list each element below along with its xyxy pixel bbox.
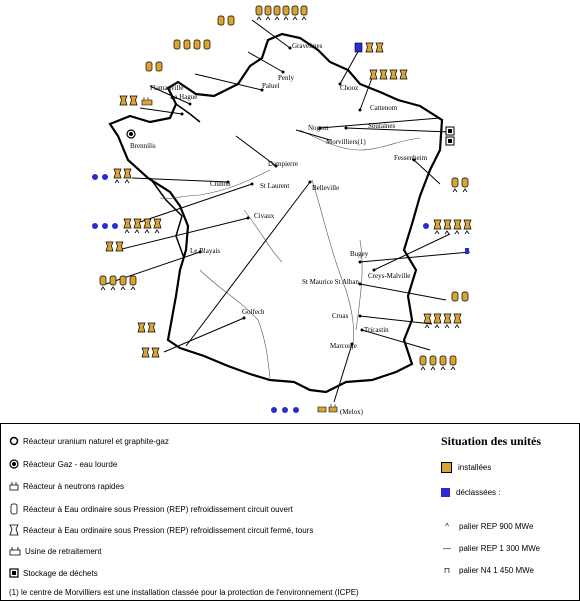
installed-swatch — [441, 462, 452, 473]
reactors-chinon — [92, 169, 131, 183]
city-dampierre: Dampierre — [268, 160, 298, 168]
city-le-blayais: Le Blayais — [190, 247, 221, 255]
legend-item-waste — [9, 568, 98, 578]
city-la-hague: La Hague — [170, 93, 198, 101]
city-soulaines: Soulaines — [368, 122, 396, 130]
city-chooz: Chooz — [340, 84, 359, 92]
bracket-icon: ⊓ — [443, 566, 451, 575]
heavy-water-reactor-icon — [9, 459, 19, 469]
dash-icon: — — [443, 544, 451, 553]
reactors-gravelines — [256, 6, 307, 20]
status-installed — [441, 462, 491, 473]
decommissioned-label: déclassées : — [456, 488, 501, 497]
city-cattenom: Cattenom — [370, 104, 398, 112]
city-flamanville: Flamanville — [150, 84, 184, 92]
installed-label: installées — [458, 463, 492, 472]
reactors-golfech — [138, 323, 155, 332]
legend-label: Réacteur à Eau ordinaire sous Pression (REP) refroidissement circuit ouvert — [23, 504, 293, 514]
reprocessing-plant-icon — [9, 546, 21, 556]
reactors-le-blayais — [100, 276, 136, 290]
reactors-paluel — [174, 40, 210, 49]
reactors-belleville — [142, 348, 159, 357]
city-nogent: Nogent — [308, 124, 329, 132]
city-cruas: Cruas — [332, 312, 349, 320]
reactors-cattenom — [370, 70, 407, 79]
legend-label: Usine de retraitement — [25, 546, 102, 556]
reactors-la-hague — [120, 96, 152, 105]
city-gravelines: Gravelines — [292, 42, 323, 50]
reactors-penly — [218, 16, 234, 25]
caret-icon: ^ — [445, 522, 449, 531]
city-civaux: Civaux — [254, 212, 275, 220]
city-fessenheim: Fessenheim — [394, 154, 428, 162]
city-paluel: Paluel — [262, 82, 280, 90]
reactors-creys-malville — [465, 248, 469, 254]
city-golfech: Golfech — [242, 308, 265, 316]
series-label: palier REP 1 300 MWe — [459, 544, 541, 553]
footnote: (1) le centre de Morvilliers est une installation classée pour la protection de l'environnement (ICPE) — [9, 588, 359, 597]
pwr-open-circuit-icon — [9, 503, 19, 515]
legend-item-pwr-tower — [9, 524, 313, 536]
status-decommissioned — [441, 488, 500, 497]
city-marcoule: Marcoule — [330, 342, 357, 350]
legend-item-reprocessing — [9, 546, 101, 556]
city-brennilis: Brennilis — [130, 142, 156, 150]
city-creys-malville: Creys-Malville — [368, 272, 411, 280]
reactors-flamanville — [146, 62, 162, 71]
waste-storage-icon — [9, 568, 19, 578]
status-series-900 — [441, 522, 533, 531]
waste-soulaines — [446, 127, 454, 145]
legend-label: Réacteur à neutrons rapides — [23, 481, 124, 491]
series-label: palier N4 1 450 MWe — [459, 566, 534, 575]
legend-item-pwr-open — [9, 503, 293, 515]
city-st-laurent: St Laurent — [260, 182, 290, 190]
reactors-fessenheim — [452, 178, 468, 192]
reactors-bugey — [423, 220, 471, 234]
fast-neutron-reactor-icon — [9, 481, 19, 491]
decommissioned-swatch — [441, 488, 450, 497]
reactors-civaux — [106, 242, 123, 251]
graphite-gas-reactor-icon — [9, 436, 19, 446]
legend-label: Réacteur uranium naturel et graphite-gaz — [23, 436, 169, 446]
legend-item-graphite-gas — [9, 436, 169, 446]
status-series-1300 — [441, 544, 540, 553]
reactors-brennilis — [127, 130, 135, 138]
city-belleville: Belleville — [312, 184, 340, 192]
reactors-tricastin — [420, 356, 456, 370]
reactors-cruas — [424, 314, 461, 328]
legend-item-fast-neutron — [9, 481, 124, 491]
reactors-chooz — [355, 43, 383, 52]
legend-label: Stockage de déchets — [23, 568, 98, 578]
status-title: Situation des unités — [441, 434, 542, 448]
pwr-cooling-tower-icon — [9, 524, 19, 536]
reactors-marcoule — [271, 404, 337, 413]
status-series-1450 — [441, 566, 534, 575]
reactors-st-maurice — [452, 292, 468, 301]
series-label: palier REP 900 MWe — [459, 522, 534, 531]
city-melox: (Melox) — [340, 408, 363, 416]
legend-item-heavy-water — [9, 459, 117, 469]
reactors-st-laurent — [92, 219, 161, 233]
city-morvilliers: Morvilliers(1) — [326, 138, 366, 146]
city-tricastin: Tricastin — [364, 326, 389, 334]
city-bugey: Bugey — [350, 250, 369, 258]
city-penly: Penly — [278, 74, 294, 82]
city-chinon: Chinon — [210, 180, 231, 188]
legend-label: Réacteur à Eau ordinaire sous Pression (REP) refroidissement circuit fermé, tours — [23, 525, 314, 535]
city-st-maurice: St Maurice St Alban — [302, 278, 359, 286]
legend-label: Réacteur Gaz - eau lourde — [23, 459, 118, 469]
legend — [0, 423, 580, 601]
